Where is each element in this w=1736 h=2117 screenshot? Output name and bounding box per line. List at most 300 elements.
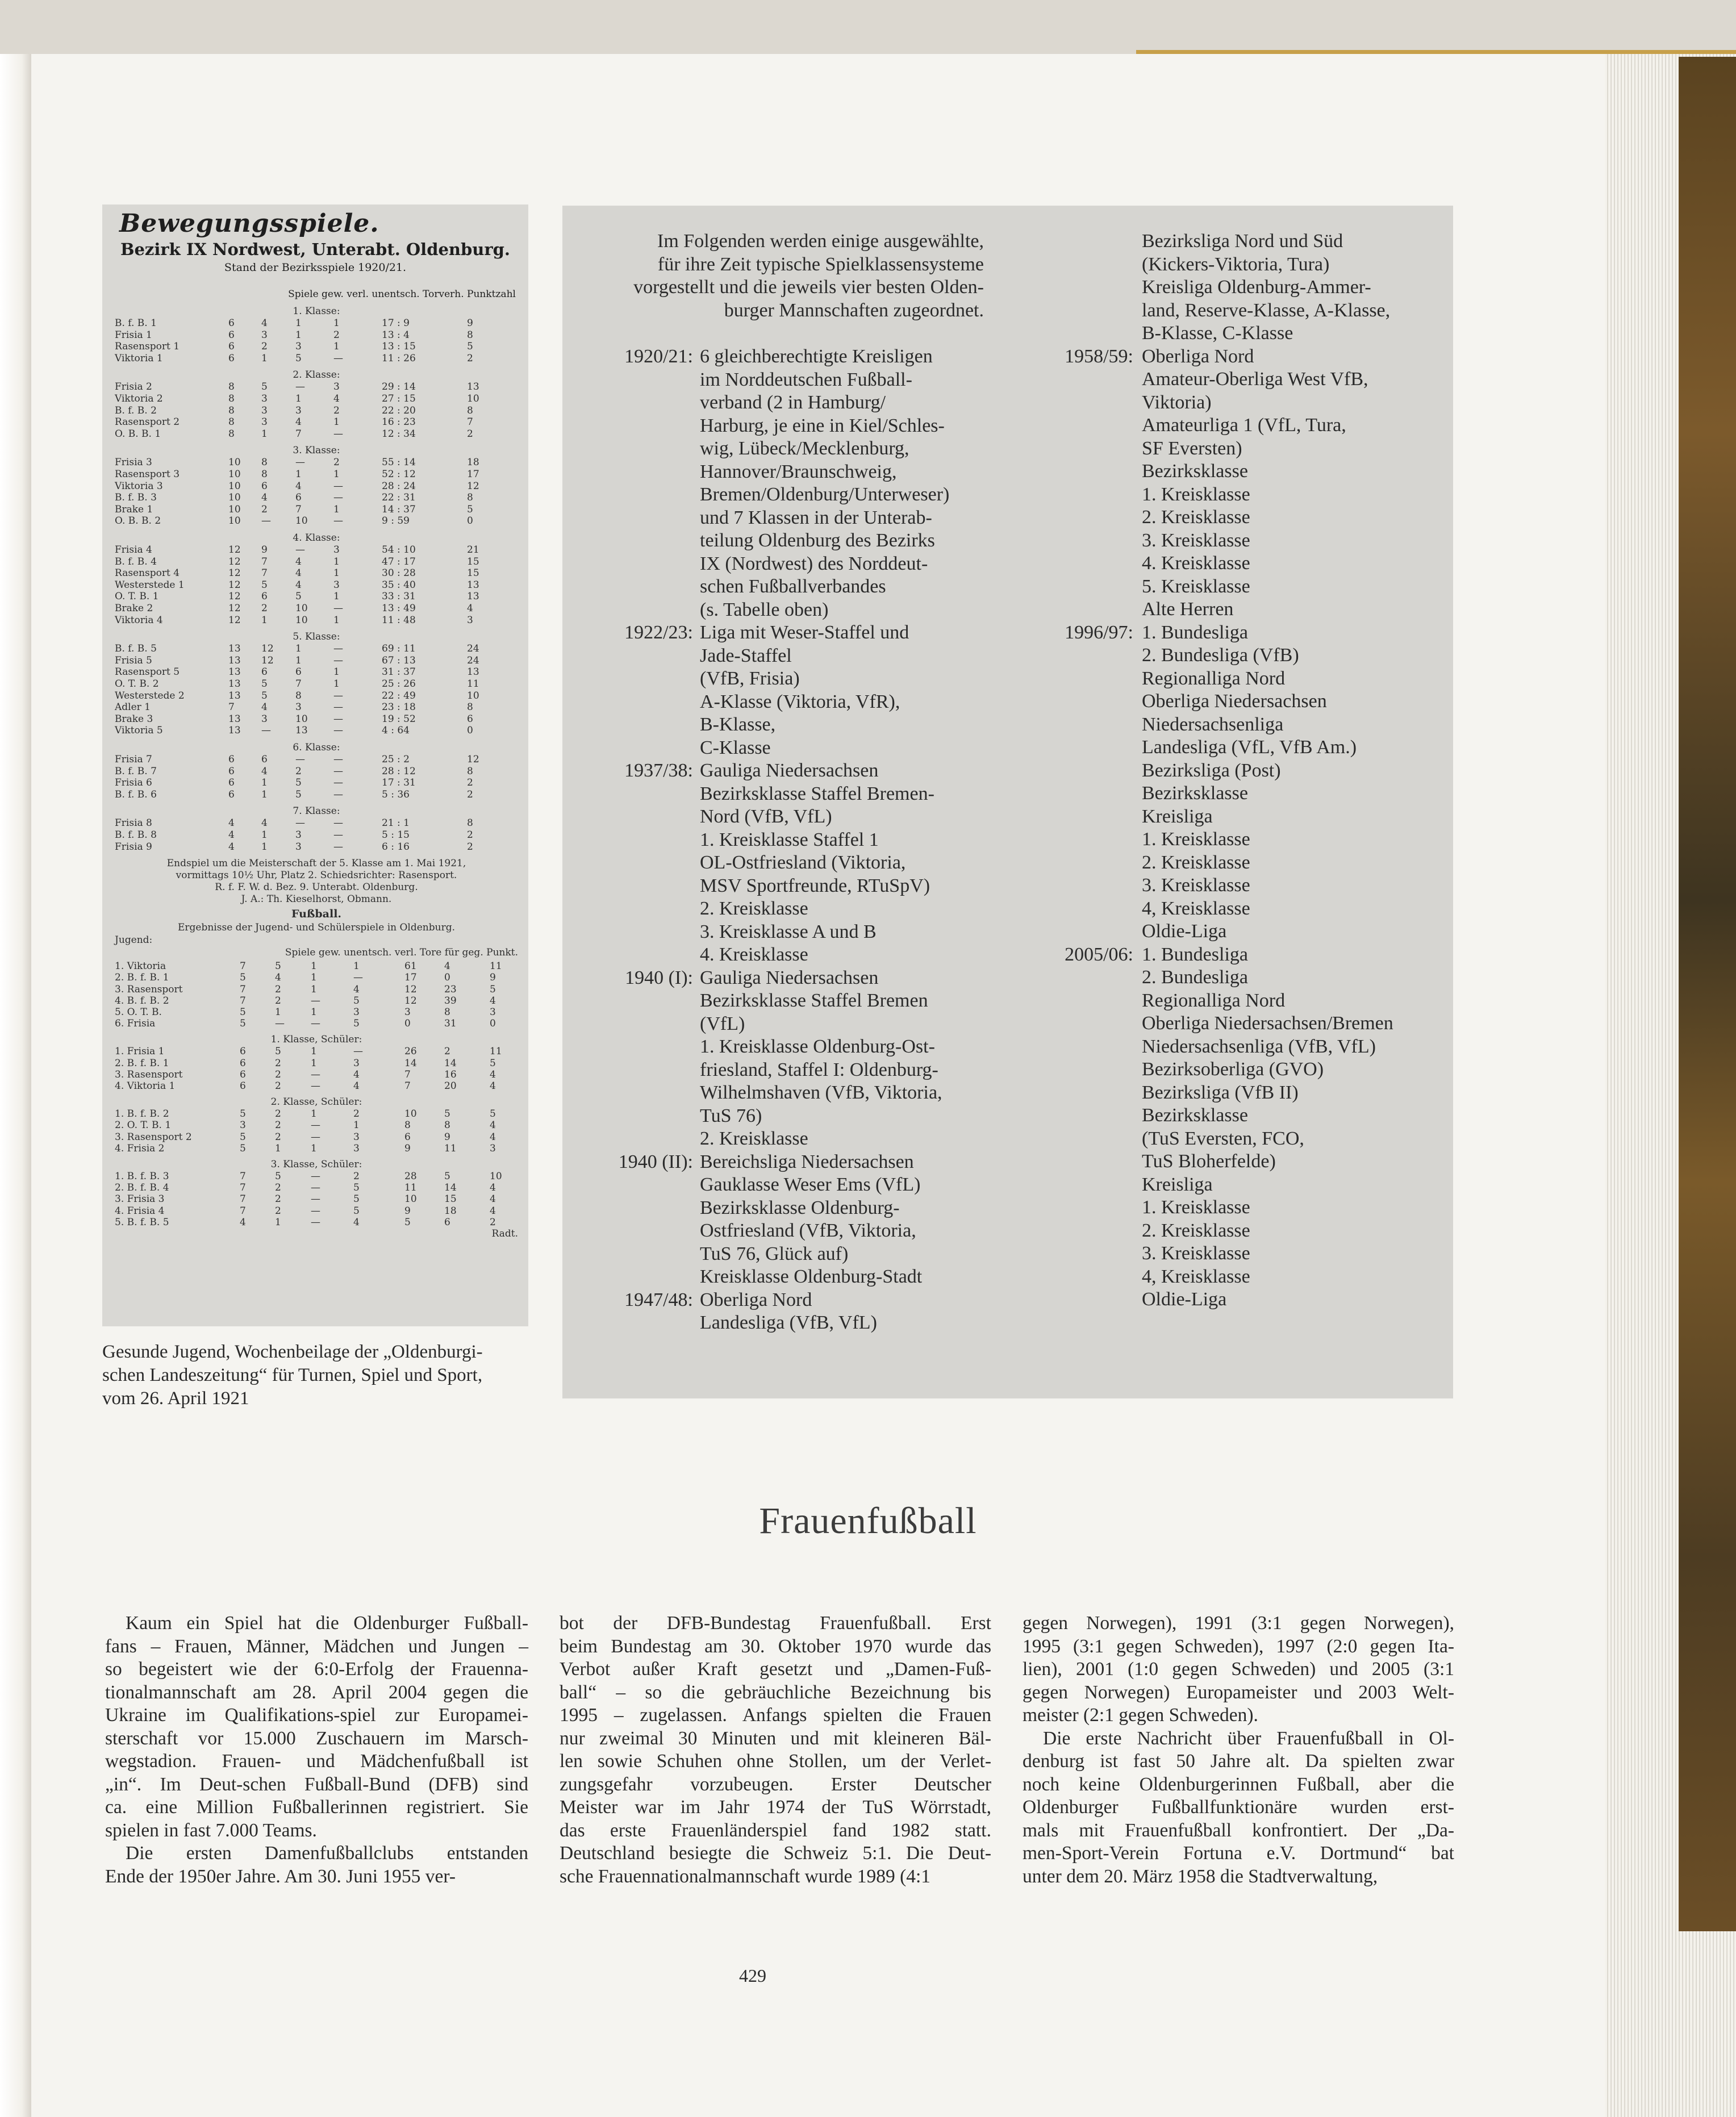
entry-line: 1. Bundesliga [1142,943,1248,965]
jugend-row [115,1171,518,1183]
jugend-value: 5 [240,1108,246,1120]
jugend-value: 4 [490,1080,496,1092]
standings-value: 1 [261,788,268,800]
body-line: bot der DFB-Bundestag Frauenfußball. Erst [560,1613,991,1634]
standings-value: 2 [467,428,473,440]
body-line: fans – Frauen, Männer, Mädchen und Jungen – [105,1635,528,1657]
entry-line: im Norddeutschen Fußball- [700,369,912,390]
standings-value: 12 [228,603,241,614]
standings-value: 1 [261,428,268,440]
standings-value: 12 [228,591,241,603]
standings-value: 4 [228,841,235,853]
entry-line: Niedersachsenliga [1142,713,1284,735]
standings-value: 9 [467,318,473,329]
jugend-value: 7 [404,1080,411,1092]
klasse-label: 3. Klasse: [293,445,340,457]
jugend-value: 8 [444,1007,450,1018]
entry-line: friesland, Staffel I: Oldenburg- [700,1059,938,1080]
body-line: 1995 (3:1 gegen Schweden), 1997 (2:0 gegen Ita- [1023,1635,1454,1657]
entry-line: 2. Kreisklasse [1142,507,1250,528]
standings-value: 13 [228,654,241,666]
standings-value: 52 : 12 [382,469,416,480]
entry-line: Ostfriesland (VfB, Viktoria, [700,1220,916,1241]
jugend-value: 3 [353,1057,360,1069]
standings-value: 5 [261,690,268,702]
jugend-row [115,1120,518,1132]
standings-value: 1 [261,829,268,841]
standings-value: 4 [333,393,340,404]
standings-value: — [333,352,343,364]
team-name: Frisia 9 [115,841,152,853]
entry-line: Gauliga Niedersachsen [700,967,879,988]
jugend-value: 3 [404,1007,411,1018]
standings-value: 8 [261,457,268,469]
jugend-value: 8 [444,1120,450,1131]
standings-row [115,504,518,516]
jugend-value: — [311,1205,320,1217]
standings-value: 6 [228,352,235,364]
jugend-row [115,1069,518,1082]
jugend-value: — [353,1046,363,1058]
body-line: denburg ist fast 50 Jahre alt. Da spielten zwar [1023,1751,1454,1772]
standings-value: 13 [295,725,308,737]
jugend-value: 1 [353,961,360,972]
standings-value: 13 [467,381,479,393]
entry-line: 2. Kreisklasse [700,1128,808,1149]
entry-line: (VfL) [700,1013,745,1034]
endspiel-line: R. f. F. W. d. Bez. 9. Unterabt. Oldenburg. [215,882,418,893]
standings-row [115,690,518,703]
standings-value: 1 [295,318,302,329]
team-name: B. f. B. 5 [115,643,157,655]
team-name: B. f. B. 7 [115,765,157,777]
standings-value: 1 [261,614,268,626]
team-name: 5. B. f. B. 5 [115,1216,169,1228]
standings-value: — [333,643,343,655]
standings-value: 8 [467,492,473,504]
jugend-value: 1 [275,1142,281,1154]
standings-row [115,393,518,406]
standings-value: 30 : 28 [382,567,416,579]
standings-value: 1 [333,416,340,428]
body-line: ball“ – so die gebräuchliche Bezeichnung bis [560,1681,991,1703]
standings-value: 18 [467,457,479,469]
standings-value: 7 [467,416,473,428]
standings-value: — [333,754,343,765]
entry-year: 1940 (I): [625,967,693,988]
jugend-value: 0 [444,972,450,984]
entry-line: Bezirksliga (Post) [1142,759,1281,781]
standings-value: 10 [295,614,308,626]
team-name: 1. Frisia 1 [115,1046,165,1058]
standings-row [115,591,518,603]
body-line: 1995 – zugelassen. Anfangs spielten die Frauen [560,1705,991,1726]
standings-value: 21 [467,544,479,556]
standings-value: — [333,829,343,841]
body-line: zungsgefahr vorzubeugen. Erster Deutscher [560,1773,991,1795]
standings-value: 29 : 14 [382,381,416,393]
standings-value: 2 [261,603,268,614]
standings-value: 10 [295,713,308,725]
jugend-value: — [275,1018,285,1030]
jugend-value: 1 [275,1216,281,1228]
jugend-value: 5 [353,1193,360,1205]
standings-value: 4 [467,603,473,614]
intro-line: burger Mannschaften zugeordnet. [724,299,984,321]
standings-value: — [295,754,305,765]
jugend-value: 5 [240,1007,246,1018]
standings-value: 22 : 31 [382,492,416,504]
standings-row [115,817,518,830]
standings-value: — [333,480,343,492]
jugend-value: 16 [444,1068,457,1080]
jugend-value: 4 [353,1216,360,1228]
standings-value: 12 [228,567,241,579]
body-line: das erste Frauenländerspiel fand 1982 statt. [560,1819,991,1841]
body-line: mals mit Frauenfußball konfrontiert. Der „Da- [1023,1819,1454,1841]
standings-value: 10 [228,469,241,480]
entry-line: 1. Kreisklasse Staffel 1 [700,829,879,850]
entry-year: 2005/06: [1065,943,1133,965]
jugend-value: 1 [311,1007,317,1018]
jugend-value: 5 [404,1216,411,1228]
jugend-value: 6 [240,1057,246,1069]
jugend-row [115,1018,518,1030]
jugend-value: 12 [404,995,417,1007]
body-line: gegen Norwegen) Europameister und 2003 Welt- [1023,1681,1454,1703]
standings-value: 6 [261,591,268,603]
team-name: Frisia 5 [115,654,152,666]
standings-value: 3 [295,404,302,416]
standings-value: 8 [228,428,235,440]
standings-row [115,381,518,394]
standings-value: 8 [467,404,473,416]
standings-value: 5 : 36 [382,788,410,800]
entry-line: 2. Bundesliga [1142,967,1248,988]
standings-value: 4 [295,480,302,492]
standings-value: 2 [333,404,340,416]
jugend-value: 23 [444,983,457,995]
standings-value: 10 [228,457,241,469]
jugend-value: 9 [444,1131,450,1143]
jugend-value: 7 [240,983,246,995]
standings-value: 1 [295,393,302,404]
standings-value: 5 [467,341,473,353]
team-name: 4. Viktoria 1 [115,1080,176,1092]
standings-value: 5 [295,352,302,364]
jugend-value: 2 [275,1108,281,1120]
jugend-value: 0 [404,1018,411,1030]
standings-row [115,567,518,580]
clipping-column-header: Spiele gew. verl. unentsch. Torverh. Punktzahl [288,289,516,300]
standings-value: 23 : 18 [382,702,416,713]
endspiel-line: J. A.: Th. Kieselhorst, Obmann. [241,893,392,905]
image-caption [102,1341,528,1410]
standings-value: 1 [333,469,340,480]
standings-row [115,515,518,528]
caption-line: schen Landeszeitung“ für Turnen, Spiel und Sport, [102,1365,483,1385]
standings-value: 17 : 9 [382,318,410,329]
jugend-row [115,1217,518,1229]
standings-value: 8 [467,817,473,829]
standings-row [115,754,518,766]
standings-value: 28 : 12 [382,765,416,777]
standings-value: — [295,381,305,393]
team-name: Frisia 6 [115,777,152,789]
standings-value: 7 [295,503,302,515]
standings-value: 3 [295,829,302,841]
jugend-value: 2 [275,995,281,1007]
jugend-value: 14 [404,1057,417,1069]
body-column-2 [560,1612,991,1888]
standings-value: 4 : 64 [382,725,410,737]
standings-value: 2 [467,788,473,800]
standings-value: 13 : 49 [382,603,416,614]
standings-value: 1 [333,666,340,678]
entry-year: 1922/23: [624,622,693,643]
standings-value: 54 : 10 [382,544,416,556]
body-column-1 [105,1612,528,1888]
jugend-value: 2 [490,1216,496,1228]
left-page-edge [0,54,31,2117]
entry-line: 5. Kreisklasse [1142,575,1250,597]
entry-line: 3. Kreisklasse A und B [700,921,877,942]
entry-line: Bezirksklasse Staffel Bremen- [700,783,934,804]
standings-row [115,829,518,842]
standings-value: 13 [228,725,241,737]
standings-value: 12 [228,544,241,556]
standings-value: 10 [467,690,479,702]
entry-line: Oberliga Niedersachsen [1142,691,1327,712]
standings-value: 31 : 37 [382,666,416,678]
clipping-title: Bewegungsspiele. [119,209,379,238]
standings-value: 12 : 34 [382,428,416,440]
standings-value: 15 [467,556,479,567]
body-line: Verbot außer Kraft gesetzt und „Damen-Fuß- [560,1659,991,1680]
team-name: O. B. B. 1 [115,428,161,440]
jugend-value: 1 [311,1046,317,1058]
entry-line: Bezirksklasse [1142,1105,1248,1126]
entry-line: Bezirksklasse [1142,783,1248,804]
jugend-value: 2 [275,1057,281,1069]
jugend-value: 4 [490,995,496,1007]
jugend-group-label: 3. Klasse, Schüler: [270,1159,362,1170]
standings-value: 55 : 14 [382,457,416,469]
jugend-value: 11 [490,961,502,972]
standings-value: 5 [261,381,268,393]
team-name: 6. Frisia [115,1018,156,1030]
standings-value: 8 [467,702,473,713]
jugend-value: 14 [444,1182,457,1194]
team-name: B. f. B. 3 [115,492,157,504]
standings-value: 1 [333,678,340,690]
team-name: Frisia 3 [115,457,152,469]
standings-value: 4 [261,318,268,329]
standings-value: 24 [467,654,479,666]
standings-value: 4 [295,567,302,579]
entry-line: (s. Tabelle oben) [700,599,829,620]
standings-value: 21 : 1 [382,817,410,829]
jugend-group-label: 1. Klasse, Schüler: [270,1034,362,1046]
standings-value: 12 [261,654,274,666]
standings-value: 13 : 4 [382,329,410,341]
entry-line: 4. Kreisklasse [1142,553,1250,574]
jugend-value: 5 [240,1131,246,1143]
entry-line: Oldie-Liga [1142,1289,1227,1310]
team-name: 2. O. T. B. 1 [115,1120,172,1131]
jugend-row [115,1205,518,1218]
team-name: B. f. B. 8 [115,829,157,841]
standings-value: 11 : 26 [382,352,416,364]
klasse-label: 6. Klasse: [293,742,340,753]
team-name: O. B. B. 2 [115,515,161,527]
standings-value: — [261,515,271,527]
jugend-value: 9 [490,972,496,984]
entry-line: 1. Kreisklasse [1142,829,1250,850]
jugend-value: 1 [353,1120,360,1131]
standings-value: 2 [295,765,302,777]
entry-line: Gauklasse Weser Ems (VfL) [700,1174,921,1195]
team-name: 4. Frisia 4 [115,1205,165,1217]
jugend-value: 7 [240,1193,246,1205]
body-line: Ukraine im Qualifikations-spiel zur Europamei- [105,1705,528,1726]
entry-line: Bezirksklasse Staffel Bremen [700,990,928,1011]
standings-value: 1 [333,503,340,515]
jugend-value: — [311,1171,320,1182]
entry-line: Oldie-Liga [1142,921,1227,942]
entry-line: Amateurliga 1 (VfL, Tura, [1142,415,1346,436]
standings-value: 6 [228,777,235,789]
standings-value: 6 [228,788,235,800]
standings-value: 1 [333,556,340,567]
standings-value: 8 [228,393,235,404]
team-name: 4. Frisia 2 [115,1142,165,1154]
jugend-value: 9 [404,1205,411,1217]
team-name: 1. B. f. B. 3 [115,1171,169,1182]
jugend-value: 11 [490,1046,502,1058]
jugend-value: 2 [275,1068,281,1080]
caption-line: vom 26. April 1921 [102,1388,249,1409]
standings-value: 3 [467,614,473,626]
entry-line: C-Klasse [700,737,771,758]
standings-row [115,789,518,801]
team-name: Westerstede 1 [115,579,185,591]
jugend-value: 5 [490,1108,496,1120]
jugend-value: 5 [240,972,246,984]
standings-value: 8 [228,416,235,428]
entry-line: 2. Kreisklasse [1142,1220,1250,1241]
standings-value: 15 [467,567,479,579]
entry-line: Bezirksklasse Oldenburg- [700,1197,900,1218]
jugend-value: — [311,1068,320,1080]
standings-value: 6 [228,318,235,329]
standings-row [115,603,518,615]
team-name: 5. O. T. B. [115,1007,162,1018]
team-name: 1. B. f. B. 2 [115,1108,169,1120]
entry-line: B-Klasse, [700,714,776,735]
entry-line: teilung Oldenburg des Bezirks [700,530,935,551]
standings-value: 1 [295,469,302,480]
clipping-subtitle: Bezirk IX Nordwest, Unterabt. Oldenburg. [120,240,511,259]
team-name: Viktoria 2 [115,393,163,404]
entry-line: Regionalliga Nord [1142,989,1286,1011]
standings-value: 5 [295,591,302,603]
team-name: 3. Rasensport 2 [115,1131,192,1143]
standings-row [115,678,518,691]
jugend-value: 0 [490,1018,496,1030]
entry-line: Niedersachsenliga (VfB, VfL) [1142,1035,1376,1057]
entry-line: SF Eversten) [1142,437,1242,459]
team-name: B. f. B. 2 [115,404,157,416]
entry-line: 1. Bundesliga [1142,621,1248,643]
standings-row [115,841,518,854]
team-name: Westerstede 2 [115,690,185,702]
body-line: len sowie Schuhen ohne Stollen, um der Verlet- [560,1751,991,1772]
entry-line: Bremen/Oldenburg/Unterweser) [700,484,950,505]
team-name: 4. B. f. B. 2 [115,995,169,1007]
jugend-value: 1 [311,1108,317,1120]
jugend-value: 7 [240,961,246,972]
team-name: 2. B. f. B. 1 [115,1057,169,1069]
jugend-value: 9 [404,1142,411,1154]
standings-value: 22 : 20 [382,404,416,416]
standings-value: 10 [295,603,308,614]
standings-value: 10 [228,503,241,515]
jugend-value: — [353,972,363,984]
entry-line: (VfB, Frisia) [700,668,800,689]
team-name: Viktoria 3 [115,480,163,492]
standings-row [115,469,518,481]
clipping-stand: Stand der Bezirksspiele 1920/21. [224,261,407,274]
team-name: Viktoria 1 [115,352,163,364]
entry-line: Oberliga Nord [1142,345,1254,367]
entry-line: Alte Herren [1142,599,1234,620]
jugend-value: 6 [444,1216,450,1228]
jugend-value: 4 [353,1068,360,1080]
jugend-row [115,1182,518,1195]
jugend-value: 20 [444,1080,457,1092]
standings-value: 13 [467,579,479,591]
jugend-value: 4 [490,1182,496,1194]
standings-value: 6 [261,666,268,678]
team-name: Rasensport 2 [115,416,180,428]
standings-value: 27 : 15 [382,393,416,404]
jugend-value: 5 [444,1108,450,1120]
body-line: Kaum ein Spiel hat die Oldenburger Fußball- [126,1613,528,1634]
team-name: Viktoria 4 [115,614,163,626]
jugend-value: 4 [490,1131,496,1143]
jugend-value: 7 [240,995,246,1007]
standings-value: — [333,702,343,713]
entry-line: Kreisliga [1142,1174,1213,1195]
entry-line: 3. Kreisklasse [1142,529,1250,551]
klasse-label: 4. Klasse: [293,532,340,544]
entry-line: Kreisklasse Oldenburg-Stadt [700,1266,923,1287]
jugend-value: 3 [353,1007,360,1018]
standings-value: 6 [228,765,235,777]
body-line: Die ersten Damenfußballclubs entstanden [126,1843,528,1864]
jugend-value: 18 [444,1205,457,1217]
team-name: 2. B. f. B. 4 [115,1182,169,1194]
body-line: tionalmannschaft am 28. April 2004 gegen die [105,1681,528,1703]
standings-row [115,713,518,726]
team-name: 2. B. f. B. 1 [115,972,169,984]
intro-line: Im Folgenden werden einige ausgewählte, [657,231,984,252]
standings-value: 4 [228,817,235,829]
entry-line: Jade-Staffel [700,645,792,666]
team-name: Frisia 7 [115,754,152,765]
jugend-value: 7 [404,1068,411,1080]
